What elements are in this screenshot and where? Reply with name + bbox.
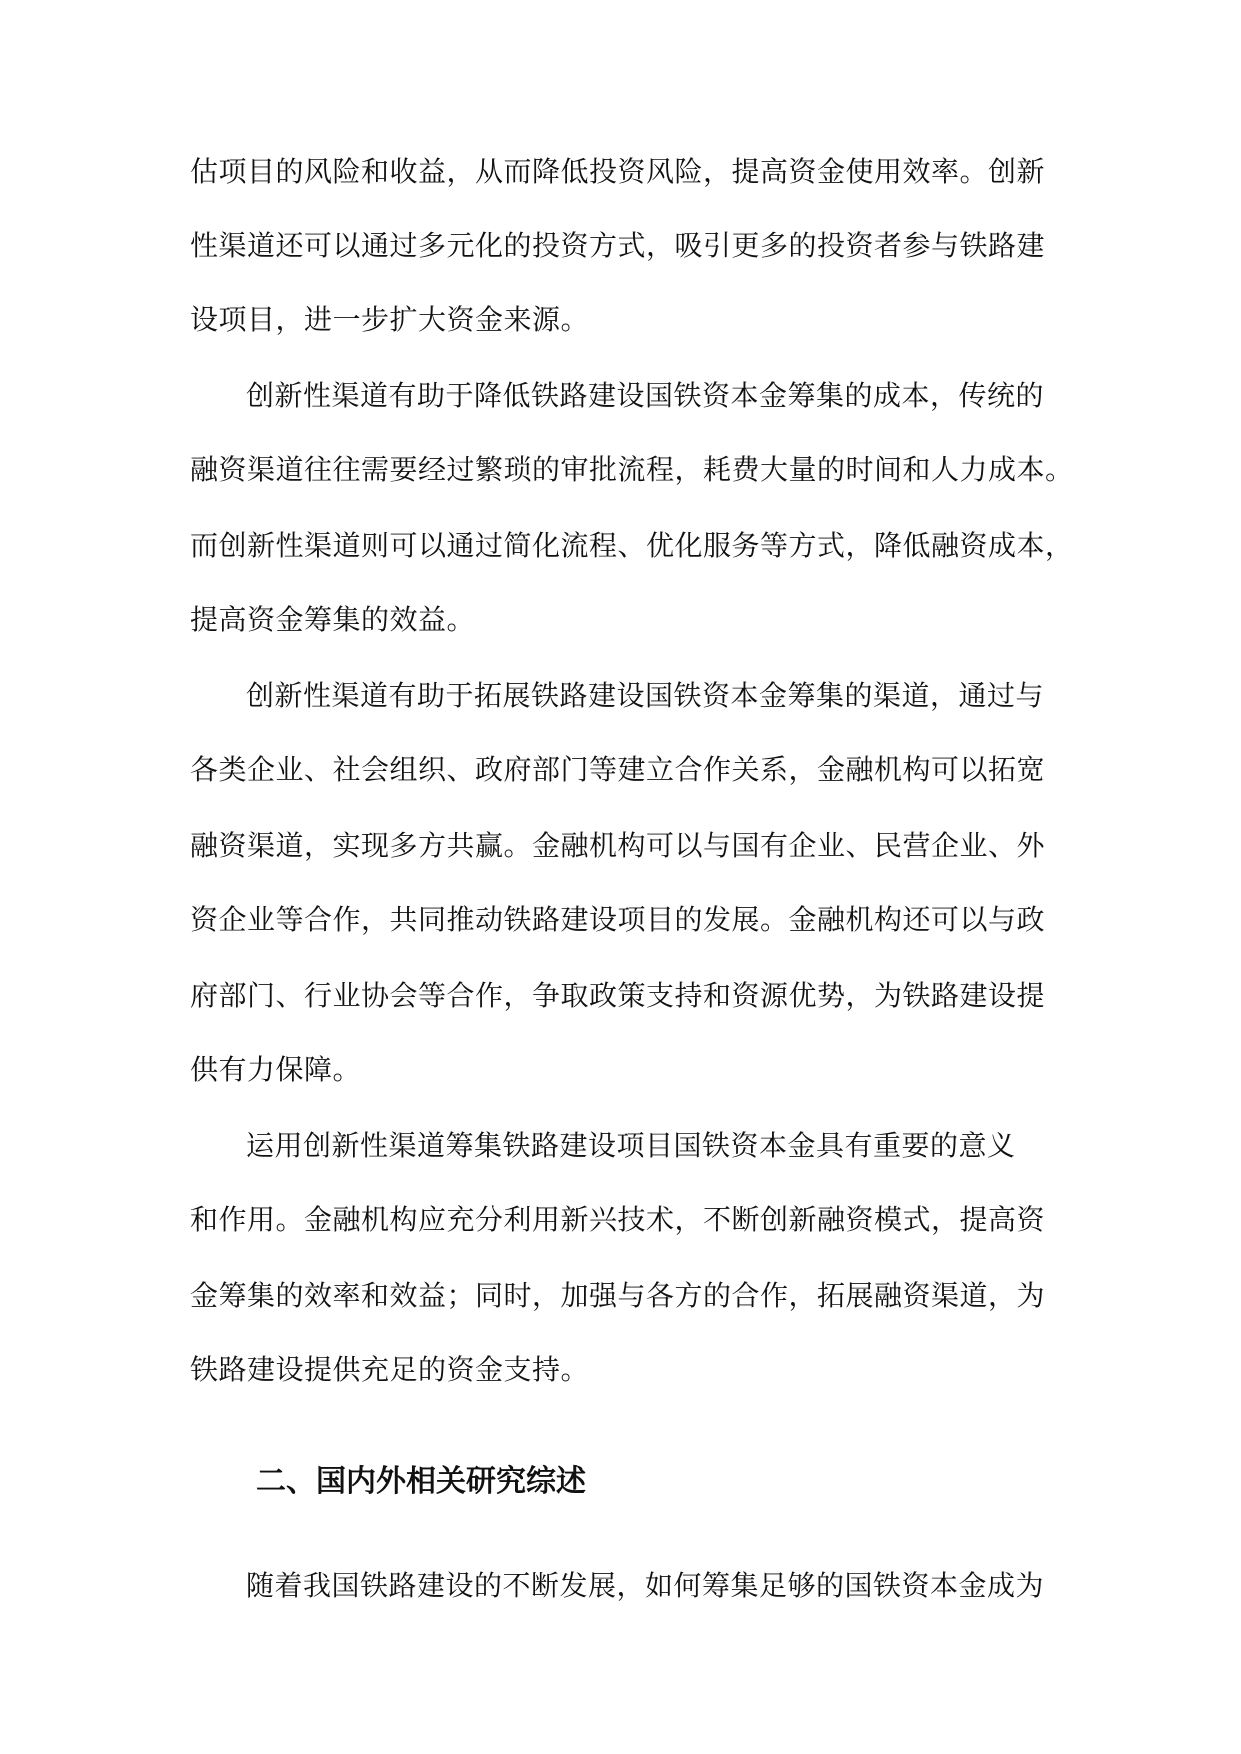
paragraph-line: 融资渠道，实现多方共赢。金融机构可以与国有企业、民营企业、外 xyxy=(190,829,1046,862)
paragraph-line: 创新性渠道有助于降低铁路建设国铁资本金筹集的成本，传统的 xyxy=(246,379,1045,412)
paragraph-line: 资企业等合作，共同推动铁路建设项目的发展。金融机构还可以与政 xyxy=(190,903,1046,936)
paragraph-line: 融资渠道往往需要经过繁琐的审批流程，耗费大量的时间和人力成本。 xyxy=(190,453,1074,486)
paragraph-line: 而创新性渠道则可以通过简化流程、优化服务等方式，降低融资成本， xyxy=(190,529,1074,562)
paragraph-line: 估项目的风险和收益，从而降低投资风险，提高资金使用效率。创新 xyxy=(190,155,1046,188)
paragraph-line: 金筹集的效率和效益；同时，加强与各方的合作，拓展融资渠道，为 xyxy=(190,1279,1046,1312)
paragraph-line: 运用创新性渠道筹集铁路建设项目国铁资本金具有重要的意义 xyxy=(246,1129,1016,1162)
paragraph-line: 府部门、行业协会等合作，争取政策支持和资源优势，为铁路建设提 xyxy=(190,979,1046,1012)
paragraph-line: 提高资金筹集的效益。 xyxy=(190,603,476,636)
paragraph-line: 供有力保障。 xyxy=(190,1053,362,1086)
paragraph-line: 随着我国铁路建设的不断发展，如何筹集足够的国铁资本金成为 xyxy=(246,1569,1045,1602)
paragraph-line: 各类企业、社会组织、政府部门等建立合作关系，金融机构可以拓宽 xyxy=(190,753,1046,786)
paragraph-line: 铁路建设提供充足的资金支持。 xyxy=(190,1353,590,1386)
paragraph-line: 性渠道还可以通过多元化的投资方式，吸引更多的投资者参与铁路建 xyxy=(190,229,1046,262)
section-heading: 二、国内外相关研究综述 xyxy=(256,1464,586,1499)
paragraph-line: 设项目，进一步扩大资金来源。 xyxy=(190,303,590,336)
paragraph-line: 和作用。金融机构应充分利用新兴技术，不断创新融资模式，提高资 xyxy=(190,1203,1046,1236)
paragraph-line: 创新性渠道有助于拓展铁路建设国铁资本金筹集的渠道，通过与 xyxy=(246,679,1045,712)
